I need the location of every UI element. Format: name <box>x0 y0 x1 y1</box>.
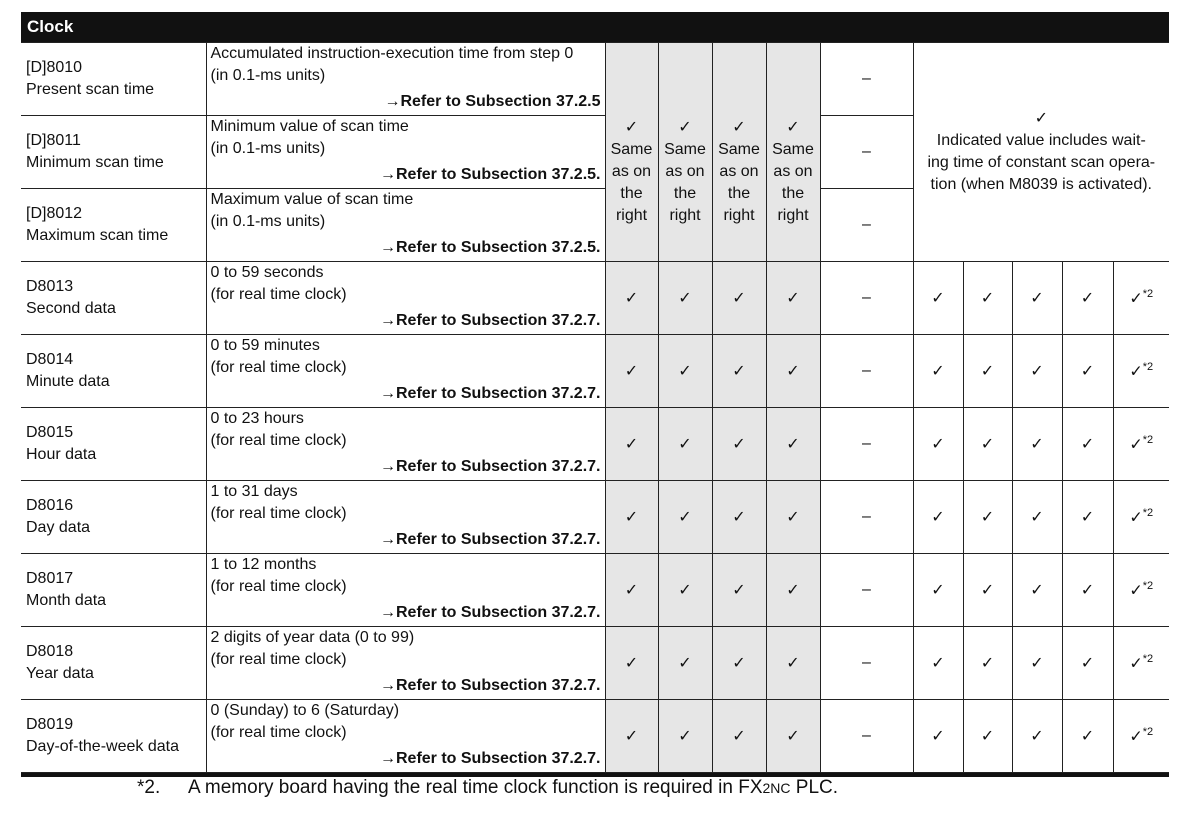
dash-cell <box>820 189 913 262</box>
dash-mark: – <box>862 362 871 379</box>
document-sheet <box>21 12 1169 777</box>
check-cell <box>963 700 1012 773</box>
same-as-right-text: as on <box>719 163 759 180</box>
check-mark: ✓ <box>786 119 800 136</box>
check-mark: ✓ <box>732 119 746 136</box>
check-cell <box>658 700 712 773</box>
check-mark: ✓ <box>786 582 800 599</box>
description-line: 0 to 59 seconds <box>210 264 324 281</box>
description-line: 0 (Sunday) to 6 (Saturday) <box>210 702 400 719</box>
check-mark: ✓ <box>1129 655 1143 673</box>
check-mark: ✓ <box>624 436 639 453</box>
check-cell <box>1062 481 1113 554</box>
same-as-right-text: the <box>620 185 643 202</box>
footnote-text: A memory board having the real time clock function is required in FX <box>188 777 763 798</box>
dash-cell <box>820 116 913 189</box>
dash-mark: – <box>862 435 871 452</box>
check-mark: ✓ <box>678 290 692 307</box>
table-row <box>21 408 1169 481</box>
description-line: 0 to 59 minutes <box>210 337 320 354</box>
description-line: (in 0.1-ms units) <box>210 140 326 157</box>
note-ref: *2 <box>1142 433 1154 446</box>
device-name: Minimum scan time <box>26 154 164 171</box>
check-cell <box>766 554 820 627</box>
check-cell <box>1062 335 1113 408</box>
dash-cell <box>820 335 913 408</box>
description-cell <box>206 627 605 700</box>
same-as-right-cell <box>712 43 766 262</box>
device-number: [D]8011 <box>26 132 81 149</box>
device-number: [D]8012 <box>26 205 83 222</box>
reference-link: →Refer to Subsection 37.2.7. <box>379 458 601 475</box>
check-cell <box>913 627 963 700</box>
reference-link: →Refer to Subsection 37.2.7. <box>379 677 601 694</box>
check-mark: ✓ <box>732 509 746 526</box>
check-mark: ✓ <box>786 728 800 745</box>
same-as-right-text: right <box>669 207 701 224</box>
reference-link: →Refer to Subsection 37.2.7. <box>379 750 601 767</box>
check-cell <box>913 700 963 773</box>
check-mark: ✓ <box>980 655 995 672</box>
description-cell <box>206 554 605 627</box>
check-cell <box>963 627 1012 700</box>
check-cell <box>963 481 1012 554</box>
check-mark: ✓ <box>1080 728 1095 745</box>
check-cell <box>605 262 658 335</box>
check-cell <box>766 481 820 554</box>
note-ref: *2 <box>1142 360 1154 373</box>
check-cell <box>766 262 820 335</box>
check-mark: ✓ <box>1080 655 1095 672</box>
device-number: D8017 <box>26 570 74 587</box>
device-cell <box>21 554 206 627</box>
check-cell <box>1062 627 1113 700</box>
reference-link: →Refer to Subsection 37.2.7. <box>379 604 601 621</box>
check-mark: ✓ <box>1080 363 1095 380</box>
scan-note-line: Indicated value includes wait- <box>936 132 1146 149</box>
description-line: (for real time clock) <box>210 724 347 741</box>
check-mark: ✓ <box>678 582 692 599</box>
dash-mark: – <box>862 216 871 233</box>
check-mark: ✓ <box>980 290 995 307</box>
dash-mark: – <box>862 508 871 525</box>
check-mark: ✓ <box>1030 436 1044 453</box>
device-name: Second data <box>26 300 116 317</box>
same-as-right-text: the <box>727 185 751 202</box>
same-as-right-text: Same <box>718 141 760 158</box>
device-number: D8015 <box>26 424 74 441</box>
check-mark: ✓ <box>624 119 639 136</box>
check-mark: ✓ <box>1129 728 1143 746</box>
check-cell <box>658 262 712 335</box>
device-number: [D]8010 <box>26 59 83 76</box>
same-as-right-text: the <box>673 185 697 202</box>
check-note-cell <box>1113 554 1169 627</box>
check-cell <box>1012 554 1062 627</box>
check-cell <box>1012 627 1062 700</box>
check-cell <box>712 700 766 773</box>
description-cell <box>206 262 605 335</box>
check-mark: ✓ <box>1030 290 1044 307</box>
check-mark: ✓ <box>624 655 639 672</box>
check-mark: ✓ <box>980 509 995 526</box>
dash-cell <box>820 262 913 335</box>
check-mark: ✓ <box>624 290 639 307</box>
device-name: Day-of-the-week data <box>26 738 179 755</box>
description-cell <box>206 481 605 554</box>
same-as-right-text: Same <box>664 141 706 158</box>
device-cell <box>21 481 206 554</box>
check-mark: ✓ <box>931 582 945 599</box>
description-cell <box>206 700 605 773</box>
description-line: 1 to 12 months <box>210 556 317 573</box>
check-cell <box>1062 262 1113 335</box>
reference-link: →Refer to Subsection 37.2.7. <box>379 312 601 329</box>
device-number: D8013 <box>26 278 74 295</box>
same-as-right-text: right <box>777 207 809 224</box>
check-mark: ✓ <box>786 363 800 380</box>
same-as-right-text: right <box>615 207 648 224</box>
check-mark: ✓ <box>980 363 995 380</box>
check-mark: ✓ <box>931 290 945 307</box>
note-ref: *2 <box>1142 652 1154 665</box>
check-cell <box>913 262 963 335</box>
scan-note-line: tion (when M8039 is activated). <box>930 176 1152 193</box>
check-mark: ✓ <box>931 509 945 526</box>
special-register-table <box>21 42 1169 773</box>
same-as-right-text: Same <box>772 141 814 158</box>
reference-link: →Refer to Subsection 37.2.7. <box>379 531 601 548</box>
device-cell <box>21 116 206 189</box>
check-mark: ✓ <box>1080 582 1095 599</box>
check-mark: ✓ <box>786 655 800 672</box>
check-cell <box>712 554 766 627</box>
same-as-right-cell <box>766 43 820 262</box>
check-cell <box>913 335 963 408</box>
device-name: Day data <box>26 519 91 536</box>
check-mark: ✓ <box>1080 436 1095 453</box>
description-line: (for real time clock) <box>210 286 347 303</box>
note-ref: *2 <box>1142 579 1154 592</box>
check-mark: ✓ <box>678 119 692 136</box>
check-cell <box>605 554 658 627</box>
check-mark: ✓ <box>1080 290 1095 307</box>
note-ref: *2 <box>1142 725 1154 738</box>
device-cell <box>21 700 206 773</box>
check-cell <box>963 554 1012 627</box>
check-cell <box>605 335 658 408</box>
check-cell <box>1062 408 1113 481</box>
check-mark: ✓ <box>786 436 800 453</box>
check-mark: ✓ <box>624 582 639 599</box>
check-cell <box>712 408 766 481</box>
check-mark: ✓ <box>931 363 945 380</box>
device-cell <box>21 262 206 335</box>
check-mark: ✓ <box>732 728 746 745</box>
footnote-text-end: PLC. <box>790 777 839 798</box>
note-ref: *2 <box>1142 506 1154 519</box>
dash-mark: – <box>862 289 871 306</box>
table-row <box>21 335 1169 408</box>
device-number: D8014 <box>26 351 74 368</box>
check-mark: ✓ <box>1030 728 1044 745</box>
description-line: 0 to 23 hours <box>210 410 304 427</box>
check-cell <box>913 481 963 554</box>
check-mark: ✓ <box>1030 582 1044 599</box>
description-line: 2 digits of year data (0 to 99) <box>210 629 415 646</box>
check-cell <box>712 262 766 335</box>
device-name: Month data <box>26 592 107 609</box>
check-cell <box>605 700 658 773</box>
check-mark: ✓ <box>732 436 746 453</box>
table-row <box>21 481 1169 554</box>
check-mark: ✓ <box>678 509 692 526</box>
same-as-right-cell <box>658 43 712 262</box>
table-row <box>21 627 1169 700</box>
check-cell <box>605 627 658 700</box>
description-line: Accumulated instruction-execution time from step 0 <box>210 45 574 62</box>
description-cell <box>206 116 605 189</box>
device-number: D8016 <box>26 497 74 514</box>
scan-note-line: ing time of constant scan opera- <box>927 154 1156 171</box>
check-cell <box>658 335 712 408</box>
description-cell <box>206 335 605 408</box>
description-cell <box>206 189 605 262</box>
dash-cell <box>820 481 913 554</box>
check-cell <box>1012 262 1062 335</box>
check-cell <box>1012 408 1062 481</box>
footnote-model: 2NC <box>762 780 791 796</box>
same-as-right-text: as on <box>611 163 652 180</box>
check-mark: ✓ <box>786 509 800 526</box>
device-cell <box>21 408 206 481</box>
same-as-right-text: the <box>781 185 805 202</box>
same-as-right-text: as on <box>773 163 813 180</box>
check-cell <box>605 408 658 481</box>
device-cell <box>21 43 206 116</box>
section-header: Clock <box>21 12 1169 42</box>
description-line: (for real time clock) <box>210 359 347 376</box>
device-name: Maximum scan time <box>26 227 169 244</box>
description-cell <box>206 43 605 116</box>
device-name: Hour data <box>26 446 97 463</box>
dash-cell <box>820 408 913 481</box>
check-cell <box>712 335 766 408</box>
device-cell <box>21 627 206 700</box>
description-line: (for real time clock) <box>210 651 347 668</box>
check-cell <box>913 554 963 627</box>
dash-cell <box>820 700 913 773</box>
dash-mark: – <box>862 143 871 160</box>
dash-cell <box>820 627 913 700</box>
check-mark: ✓ <box>1129 290 1143 308</box>
check-mark: ✓ <box>1129 436 1143 454</box>
check-note-cell <box>1113 627 1169 700</box>
check-mark: ✓ <box>1030 363 1044 380</box>
check-note-cell <box>1113 700 1169 773</box>
footnote <box>137 777 838 799</box>
check-note-cell <box>1113 335 1169 408</box>
check-mark: ✓ <box>732 655 746 672</box>
device-name: Year data <box>26 665 94 682</box>
same-as-right-text: Same <box>610 141 653 158</box>
dash-mark: – <box>862 581 871 598</box>
check-cell <box>963 408 1012 481</box>
description-line: (in 0.1-ms units) <box>210 213 326 230</box>
check-mark: ✓ <box>1129 582 1143 600</box>
check-mark: ✓ <box>980 728 995 745</box>
check-cell <box>1062 554 1113 627</box>
device-cell <box>21 189 206 262</box>
dash-mark: – <box>862 727 871 744</box>
description-line: (for real time clock) <box>210 432 347 449</box>
dash-mark: – <box>862 70 871 87</box>
check-cell <box>766 627 820 700</box>
table-row <box>21 43 1169 116</box>
check-cell <box>766 700 820 773</box>
check-mark: ✓ <box>678 363 692 380</box>
check-note-cell <box>1113 481 1169 554</box>
reference-link: →Refer to Subsection 37.2.5 <box>384 93 601 110</box>
check-mark: ✓ <box>1080 509 1095 526</box>
description-line: Minimum value of scan time <box>210 118 409 135</box>
check-cell <box>1012 335 1062 408</box>
check-cell <box>1012 481 1062 554</box>
check-mark: ✓ <box>678 655 692 672</box>
description-line: (for real time clock) <box>210 578 347 595</box>
description-line: (in 0.1-ms units) <box>210 67 326 84</box>
reference-link: →Refer to Subsection 37.2.7. <box>379 385 601 402</box>
check-mark: ✓ <box>980 436 995 453</box>
description-line: Maximum value of scan time <box>210 191 414 208</box>
check-cell <box>658 408 712 481</box>
check-mark: ✓ <box>624 363 639 380</box>
reference-link: →Refer to Subsection 37.2.5. <box>379 239 601 256</box>
check-cell <box>712 627 766 700</box>
check-cell <box>963 335 1012 408</box>
same-as-right-text: right <box>723 207 755 224</box>
check-note-cell <box>1113 262 1169 335</box>
table-row <box>21 262 1169 335</box>
check-mark: ✓ <box>1129 363 1143 381</box>
check-cell <box>766 335 820 408</box>
check-cell <box>766 408 820 481</box>
same-as-right-cell <box>605 43 658 262</box>
note-ref: *2 <box>1142 287 1154 300</box>
table-row <box>21 554 1169 627</box>
check-mark: ✓ <box>1129 509 1143 527</box>
reference-link: →Refer to Subsection 37.2.5. <box>379 166 601 183</box>
check-cell <box>1012 700 1062 773</box>
device-cell <box>21 335 206 408</box>
check-mark: ✓ <box>980 582 995 599</box>
check-cell <box>658 481 712 554</box>
description-line: (for real time clock) <box>210 505 347 522</box>
check-mark: ✓ <box>1030 509 1044 526</box>
check-mark: ✓ <box>931 436 945 453</box>
check-mark: ✓ <box>732 363 746 380</box>
check-cell <box>1062 700 1113 773</box>
check-mark: ✓ <box>786 290 800 307</box>
check-mark: ✓ <box>624 509 639 526</box>
dash-cell <box>820 43 913 116</box>
description-line: 1 to 31 days <box>210 483 298 500</box>
check-mark: ✓ <box>1030 655 1044 672</box>
device-name: Present scan time <box>26 81 155 98</box>
description-cell <box>206 408 605 481</box>
check-cell <box>658 627 712 700</box>
check-mark: ✓ <box>732 290 746 307</box>
check-mark: ✓ <box>732 582 746 599</box>
same-as-right-text: as on <box>665 163 705 180</box>
check-note-cell <box>1113 408 1169 481</box>
check-cell <box>605 481 658 554</box>
footnote-mark: *2. <box>137 777 161 798</box>
check-mark: ✓ <box>678 728 692 745</box>
device-name: Minute data <box>26 373 110 390</box>
check-cell <box>963 262 1012 335</box>
dash-cell <box>820 554 913 627</box>
check-cell <box>658 554 712 627</box>
check-mark: ✓ <box>678 436 692 453</box>
check-mark: ✓ <box>624 728 639 745</box>
check-cell <box>712 481 766 554</box>
check-mark: ✓ <box>1034 110 1048 127</box>
table-row <box>21 700 1169 773</box>
check-mark: ✓ <box>931 728 945 745</box>
dash-mark: – <box>862 654 871 671</box>
check-cell <box>913 408 963 481</box>
check-mark: ✓ <box>931 655 945 672</box>
scan-note-cell <box>913 43 1169 262</box>
device-number: D8018 <box>26 643 74 660</box>
device-number: D8019 <box>26 716 74 733</box>
